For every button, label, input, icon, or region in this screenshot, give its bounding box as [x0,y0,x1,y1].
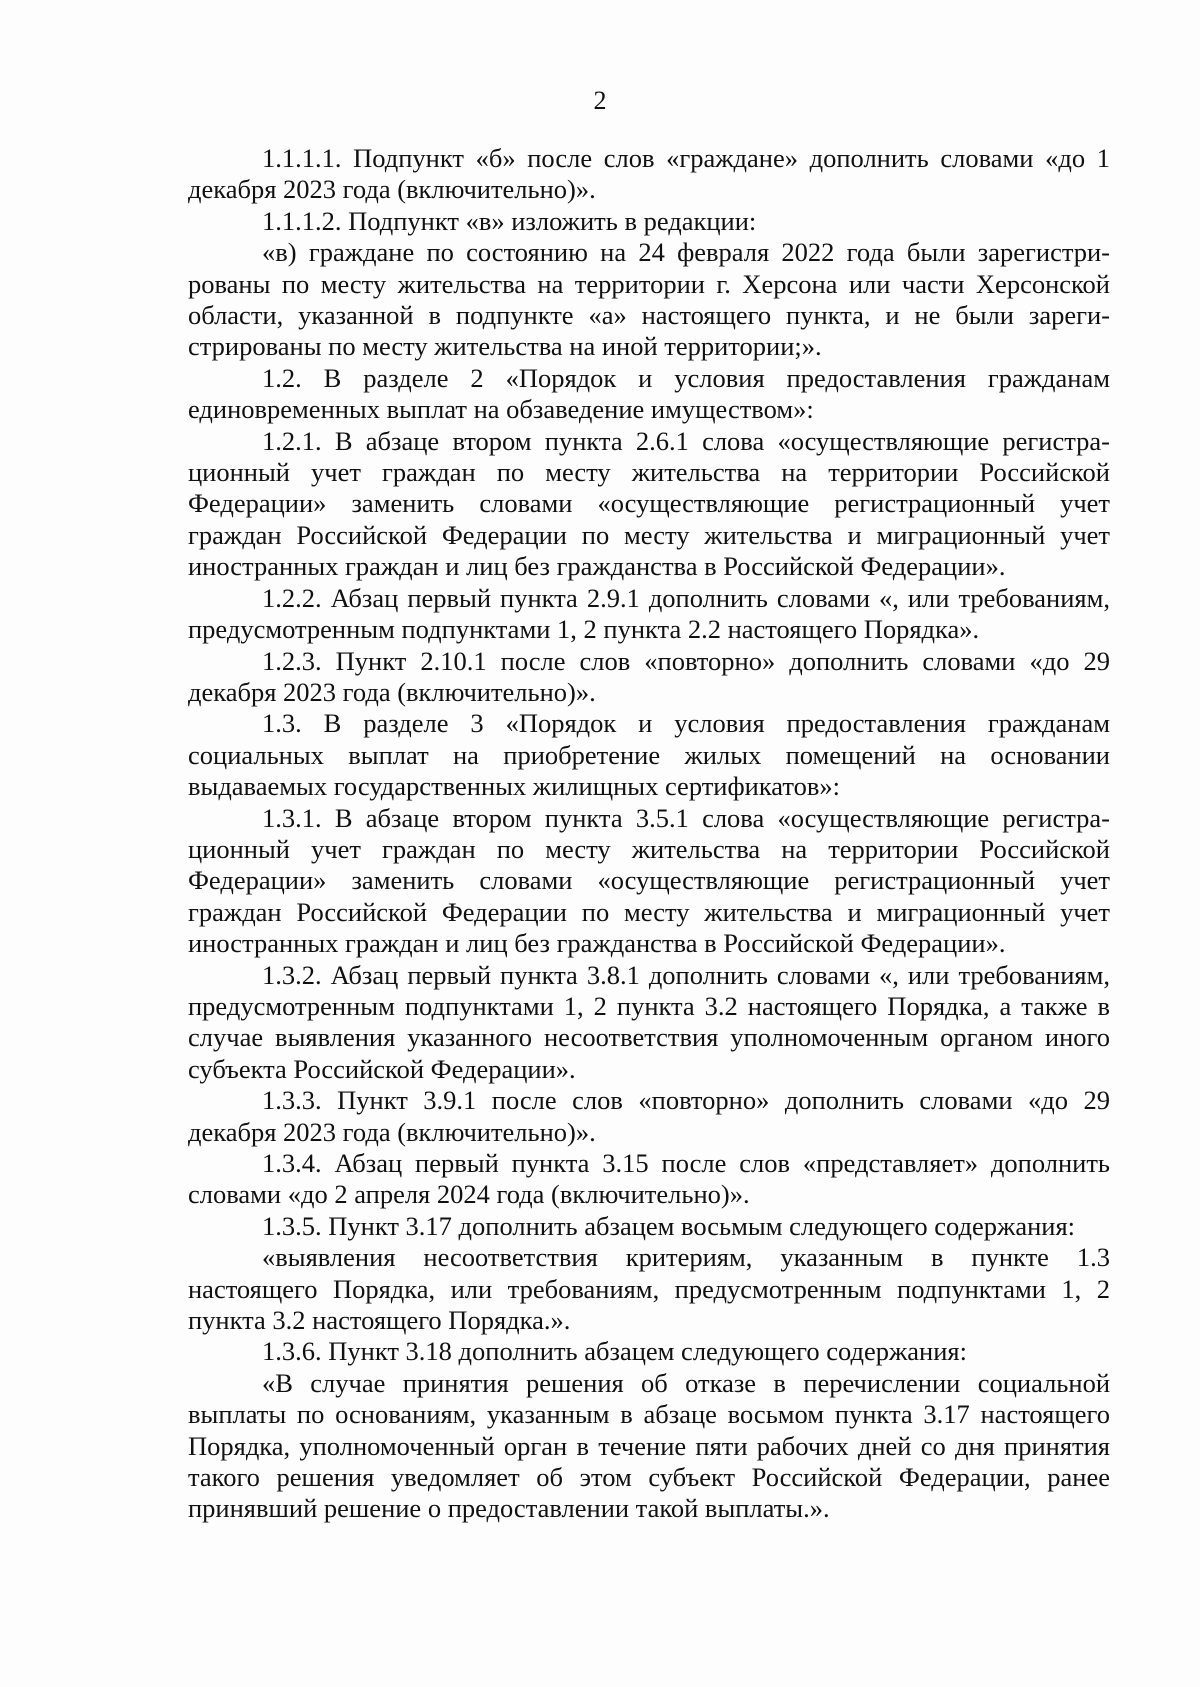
document-body [188,143,1110,1525]
paragraph-1-3-4: 1.3.4. Абзац первый пункта 3.15 после слов «представляет» дополнить словами «до 2 апреля 2024 года (включительно)». [188,1148,1110,1210]
paragraph-1-3: 1.3. В разделе 3 «Порядок и условия предоставления гражданам социальных выплат на приобретение жилых помещений на основании выдаваемых государственных жилищных сертификатов»: [188,708,1110,802]
paragraph-1-1-1-2: 1.1.1.2. Подпункт «в» изложить в редакции: [262,205,757,236]
paragraph-1-3-3: 1.3.3. Пункт 3.9.1 после слов «повторно» дополнить словами «до 29 декабря 2023 года (включительно)». [188,1085,1110,1147]
page-number: 2 [593,86,607,115]
paragraph-1-3-2: 1.3.2. Абзац первый пункта 3.8.1 дополнить словами «, или требованиям, предусмотренным подпунктами 1, 2 пункта 3.2 настоящего Порядка, а также в случае выявления указанного несоответствия уполномоченным органом иного субъекта Российской Федерации». [188,959,1110,1084]
paragraph-1-2-3: 1.2.3. Пункт 2.10.1 после слов «повторно» дополнить словами «до 29 декабря 2023 года (включительно)». [188,645,1110,707]
paragraph-1-2-2: 1.2.2. Абзац первый пункта 2.9.1 дополнить словами «, или требованиям, предусмотренным подпунктами 1, 2 пункта 2.2 настоящего Порядка». [188,582,1110,645]
quoted-new-abzac: «В случае принятия решения об отказе в перечислении социальной выплаты по основаниям, указанным в абзаце восьмом пункта 3.17 настоящего Порядка, уполномоченный орган в течение пяти рабочих дней со дня принятия такого решения уведомляет об этом субъект Российской Федерации, ранее принявший решение о предоставлении такой выплаты.». [188,1367,1110,1524]
paragraph-1-3-5: 1.3.5. Пункт 3.17 дополнить абзацем восьмым следующего содержания: [262,1210,1076,1241]
paragraph-1-1-1-1: 1.1.1.1. Подпункт «б» после слов «граждане» дополнить словами «до 1 декабря 2023 года (включительно)». [188,143,1110,205]
quoted-abzac-eighth: «выявления несоответствия критериям, указанным в пункте 1.3 настоящего Порядка, или требованиям, предусмотренным подпунктами 1, 2 пункта 3.2 настоящего Порядка.». [188,1242,1110,1336]
quoted-subparagraph-v: «в) граждане по состоянию на 24 февраля 2022 года были зарегистрированы по месту жительства на территории г. Херсона или части Херсонской области, указанной в подпункте «а» настоящего пункта, и не были зарегистрированы по месту жительства на иной территории;». [188,237,1110,362]
paragraph-1-3-6: 1.3.6. Пункт 3.18 дополнить абзацем следующего содержания: [262,1336,967,1367]
paragraph-1-2-1: 1.2.1. В абзаце втором пункта 2.6.1 слова «осуществляющие регистрационный учет граждан по месту жительства на территории Российской Федерации» заменить словами «осуществляющие регистрационный учет граждан Российской Федерации по месту жительства и миграционный учет иностранных граждан и лиц без гражданства в Российской Федерации». [188,425,1110,582]
paragraph-1-3-1: 1.3.1. В абзаце втором пункта 3.5.1 слова «осуществляющие регистрационный учет граждан по месту жительства на территории Российской Федерации» заменить словами «осуществляющие регистрационный учет граждан Российской Федерации по месту жительства и миграционный учет иностранных граждан и лиц без гражданства в Российской Федерации». [188,802,1110,959]
paragraph-1-2: 1.2. В разделе 2 «Порядок и условия предоставления гражданам единовременных выплат на обзаведение имуществом»: [188,362,1110,425]
